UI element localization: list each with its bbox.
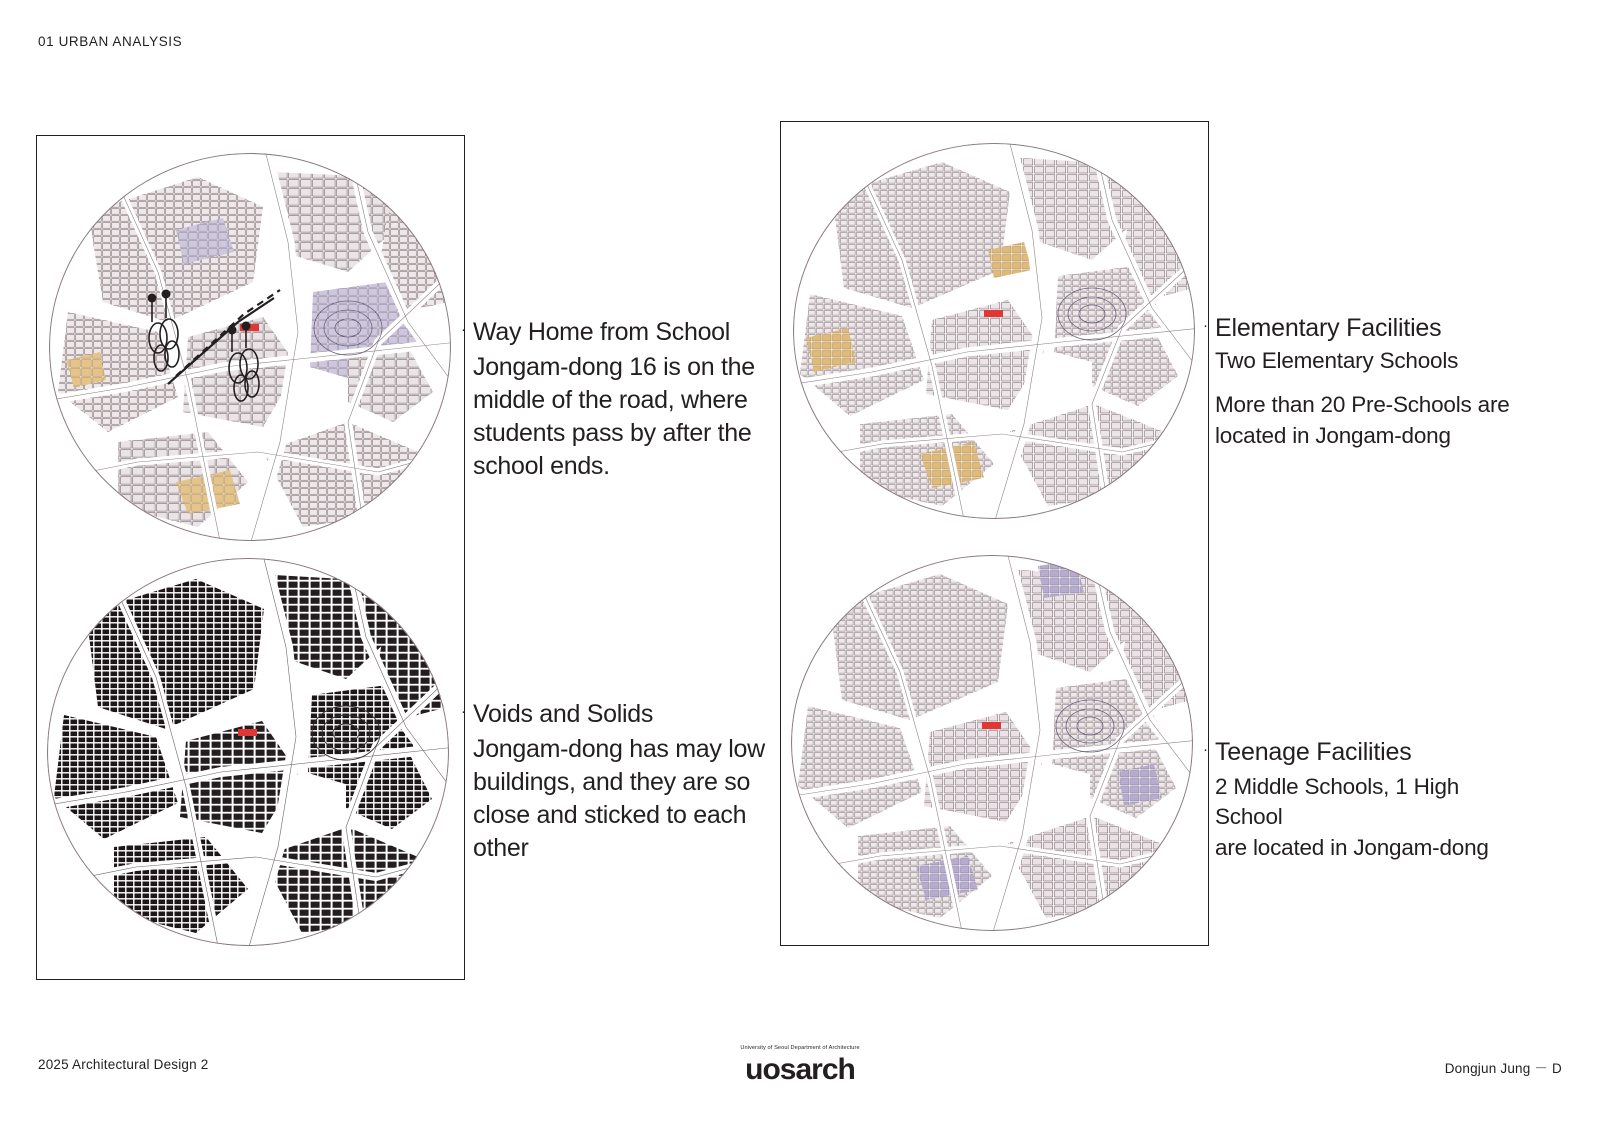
caption-title: Voids and Solids <box>473 700 654 728</box>
caption-body: Jongam-dong 16 is on the middle of the road, where students pass by after the school ends. <box>473 353 755 480</box>
caption-voids-and-solids <box>461 698 785 865</box>
way-home-from-school-map <box>48 152 452 542</box>
bullet-icon: · <box>461 703 466 720</box>
caption-body-1: 2 Middle Schools, 1 High School <box>1215 774 1460 830</box>
caption-title: Teenage Facilities <box>1215 738 1412 766</box>
logo-subtitle: University of Seoul Department of Architecture <box>740 1045 860 1051</box>
page-header-label: 01 URBAN ANALYSIS <box>38 34 183 49</box>
teenage-facilities-map <box>790 554 1194 932</box>
caption-title: Elementary Facilities <box>1215 314 1442 342</box>
bullet-icon: · <box>1203 741 1208 758</box>
logo-wordmark: uosarch <box>745 1052 855 1086</box>
site-marker <box>238 729 257 736</box>
caption-teenage-facilities <box>1203 736 1525 863</box>
caption-body-2: More than 20 Pre-Schools are located in Jongam-dong <box>1215 392 1510 448</box>
footer-course-label: 2025 Architectural Design 2 <box>38 1057 209 1072</box>
site-marker <box>982 722 1001 729</box>
bullet-icon: · <box>461 321 466 338</box>
caption-body: Jongam-dong has may low buildings, and they are so close and sticked to each other <box>473 735 765 862</box>
caption-title: Way Home from School <box>473 318 731 346</box>
caption-elementary-facilities <box>1203 312 1515 451</box>
footer-author-label: Dongjun Jung － D <box>1444 1061 1562 1076</box>
site-marker <box>984 310 1003 317</box>
elementary-facilities-map <box>792 142 1196 520</box>
caption-body-2: are located in Jongam-dong <box>1215 834 1489 860</box>
voids-and-solids-map <box>46 557 450 947</box>
bullet-icon: · <box>1203 317 1208 334</box>
caption-way-home-from-school <box>461 316 773 483</box>
caption-body-1: Two Elementary Schools <box>1215 348 1459 373</box>
uosarch-logo <box>740 1046 859 1085</box>
